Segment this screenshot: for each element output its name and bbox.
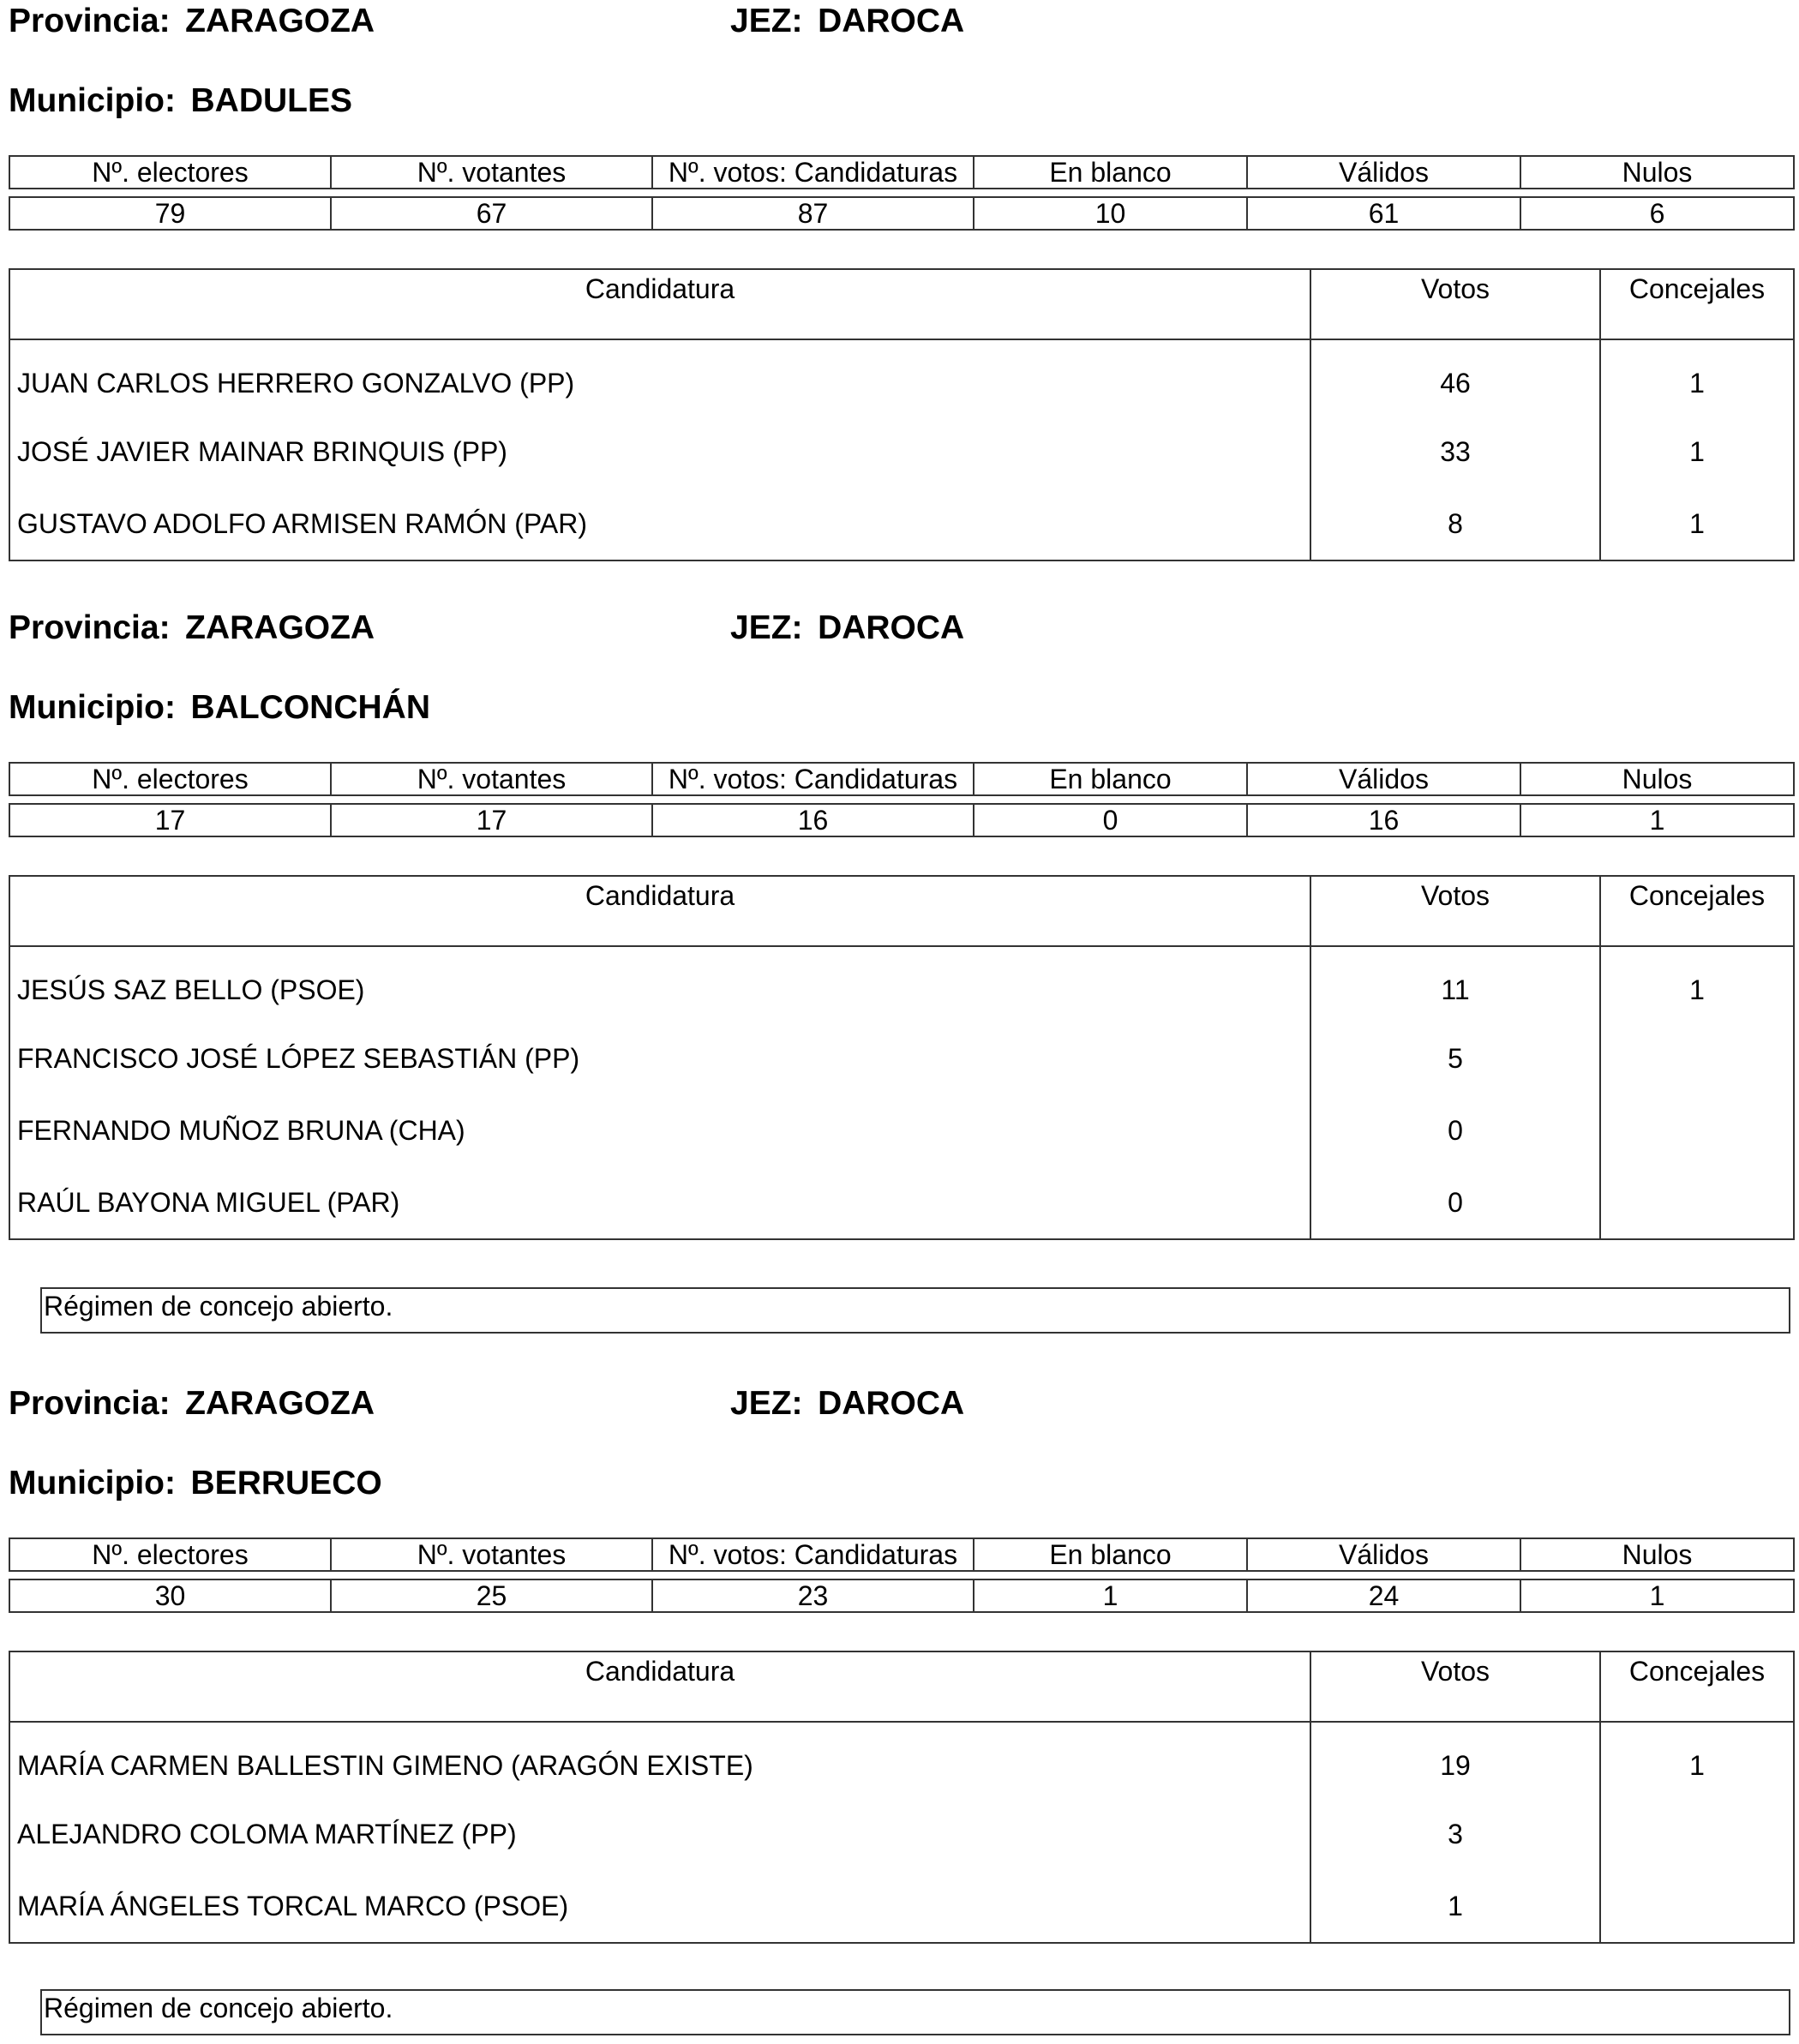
stats-value-en-blanco: 0 [974,804,1247,836]
stats-value-row [9,197,1794,230]
stats-header-electores: Nº. electores [9,156,331,189]
header-votos: Votos [1310,1651,1600,1722]
provincia-value: ZARAGOZA [185,3,375,39]
jez-line [730,609,964,647]
stats-header-en-blanco: En blanco [974,763,1247,795]
candidate-name: FRANCISCO JOSÉ LÓPEZ SEBASTIÁN (PP) [9,1022,1310,1094]
jez-label: JEZ: [730,3,803,39]
stats-value-votos-candidaturas: 23 [652,1579,974,1612]
stats-header-votantes: Nº. votantes [331,156,652,189]
candidate-row [9,1798,1794,1870]
provincia-label: Provincia: [9,3,171,39]
candidate-votos: 5 [1310,1022,1600,1094]
stats-header-row [9,1538,1794,1571]
stats-value-votantes: 67 [331,197,652,230]
candidates-table [9,875,1795,1240]
candidate-row [9,1094,1794,1166]
candidate-votos: 3 [1310,1798,1600,1870]
candidate-name: MARÍA CARMEN BALLESTIN GIMENO (ARAGÓN EXISTE) [9,1722,1310,1798]
candidate-row [9,339,1794,416]
candidate-votos: 0 [1310,1094,1600,1166]
candidates-header-row [9,1651,1794,1722]
municipio-line [9,1465,382,1502]
provincia-label: Provincia: [9,609,171,646]
jez-value: DAROCA [818,3,965,39]
header-concejales: Concejales [1600,1651,1794,1722]
regimen-note: Régimen de concejo abierto. [40,1287,1790,1334]
candidate-votos: 8 [1310,488,1600,560]
stats-value-validos: 61 [1247,197,1520,230]
candidate-row [9,1166,1794,1239]
stats-header-validos: Válidos [1247,156,1520,189]
header-candidatura: Candidatura [9,876,1310,946]
stats-header-electores: Nº. electores [9,1538,331,1571]
candidate-name: ALEJANDRO COLOMA MARTÍNEZ (PP) [9,1798,1310,1870]
stats-value-votantes: 17 [331,804,652,836]
jez-line [730,1385,964,1423]
candidate-concejales [1600,1094,1794,1166]
candidate-concejales: 1 [1600,1722,1794,1798]
municipio-label: Municipio: [9,1465,176,1502]
stats-value-validos: 16 [1247,804,1520,836]
candidate-name: FERNANDO MUÑOZ BRUNA (CHA) [9,1094,1310,1166]
municipio-value: BADULES [190,82,353,119]
candidate-concejales: 1 [1600,339,1794,416]
header-candidatura: Candidatura [9,1651,1310,1722]
candidate-concejales [1600,1022,1794,1094]
candidate-name: JESÚS SAZ BELLO (PSOE) [9,946,1310,1022]
candidate-row [9,1870,1794,1943]
candidate-row [9,1722,1794,1798]
candidate-concejales: 1 [1600,488,1794,560]
candidate-name: JUAN CARLOS HERRERO GONZALVO (PP) [9,339,1310,416]
stats-value-electores: 17 [9,804,331,836]
stats-header-en-blanco: En blanco [974,1538,1247,1571]
candidate-concejales [1600,1870,1794,1943]
municipio-label: Municipio: [9,689,176,726]
header-candidatura: Candidatura [9,269,1310,339]
candidate-votos: 33 [1310,416,1600,488]
jez-line [730,3,964,40]
stats-header-votos-candidaturas: Nº. votos: Candidaturas [652,763,974,795]
candidate-row [9,488,1794,560]
stats-value-electores: 79 [9,197,331,230]
stats-value-votos-candidaturas: 87 [652,197,974,230]
candidate-votos: 11 [1310,946,1600,1022]
header-concejales: Concejales [1600,876,1794,946]
municipio-line [9,82,352,120]
stats-header-validos: Válidos [1247,763,1520,795]
candidate-name: JOSÉ JAVIER MAINAR BRINQUIS (PP) [9,416,1310,488]
stats-value-nulos: 1 [1520,1579,1794,1612]
stats-header-nulos: Nulos [1520,1538,1794,1571]
stats-table [9,762,1795,837]
header-votos: Votos [1310,269,1600,339]
stats-value-nulos: 6 [1520,197,1794,230]
stats-value-en-blanco: 10 [974,197,1247,230]
candidate-name: MARÍA ÁNGELES TORCAL MARCO (PSOE) [9,1870,1310,1943]
header-votos: Votos [1310,876,1600,946]
stats-value-votos-candidaturas: 16 [652,804,974,836]
stats-value-en-blanco: 1 [974,1579,1247,1612]
stats-header-votantes: Nº. votantes [331,1538,652,1571]
candidates-table [9,268,1795,561]
provincia-value: ZARAGOZA [185,609,375,646]
header-concejales: Concejales [1600,269,1794,339]
candidates-header-row [9,269,1794,339]
stats-value-validos: 24 [1247,1579,1520,1612]
jez-value: DAROCA [818,609,965,646]
municipio-value: BERRUECO [190,1465,382,1502]
stats-header-votantes: Nº. votantes [331,763,652,795]
stats-value-row [9,1579,1794,1612]
provincia-label: Provincia: [9,1385,171,1422]
stats-header-validos: Válidos [1247,1538,1520,1571]
stats-value-votantes: 25 [331,1579,652,1612]
stats-header-en-blanco: En blanco [974,156,1247,189]
municipio-label: Municipio: [9,82,176,119]
stats-value-electores: 30 [9,1579,331,1612]
candidate-row [9,1022,1794,1094]
candidate-votos: 19 [1310,1722,1600,1798]
jez-label: JEZ: [730,1385,803,1422]
candidates-table [9,1651,1795,1944]
candidate-votos: 46 [1310,339,1600,416]
candidate-row [9,946,1794,1022]
candidate-votos: 1 [1310,1870,1600,1943]
stats-header-row [9,156,1794,189]
candidate-concejales: 1 [1600,416,1794,488]
candidates-header-row [9,876,1794,946]
stats-header-electores: Nº. electores [9,763,331,795]
jez-label: JEZ: [730,609,803,646]
candidate-concejales: 1 [1600,946,1794,1022]
stats-header-row [9,763,1794,795]
regimen-note: Régimen de concejo abierto. [40,1989,1790,2035]
stats-table [9,155,1795,231]
stats-value-nulos: 1 [1520,804,1794,836]
candidate-concejales [1600,1798,1794,1870]
candidate-row [9,416,1794,488]
provincia-line [9,1385,375,1423]
candidate-votos: 0 [1310,1166,1600,1239]
stats-table [9,1537,1795,1613]
stats-header-nulos: Nulos [1520,156,1794,189]
candidate-name: GUSTAVO ADOLFO ARMISEN RAMÓN (PAR) [9,488,1310,560]
stats-header-votos-candidaturas: Nº. votos: Candidaturas [652,156,974,189]
provincia-line [9,3,375,40]
candidate-name: RAÚL BAYONA MIGUEL (PAR) [9,1166,1310,1239]
provincia-line [9,609,375,647]
stats-header-nulos: Nulos [1520,763,1794,795]
municipio-line [9,689,430,727]
stats-header-votos-candidaturas: Nº. votos: Candidaturas [652,1538,974,1571]
municipio-value: BALCONCHÁN [190,689,430,726]
candidate-concejales [1600,1166,1794,1239]
stats-value-row [9,804,1794,836]
jez-value: DAROCA [818,1385,965,1422]
provincia-value: ZARAGOZA [185,1385,375,1422]
